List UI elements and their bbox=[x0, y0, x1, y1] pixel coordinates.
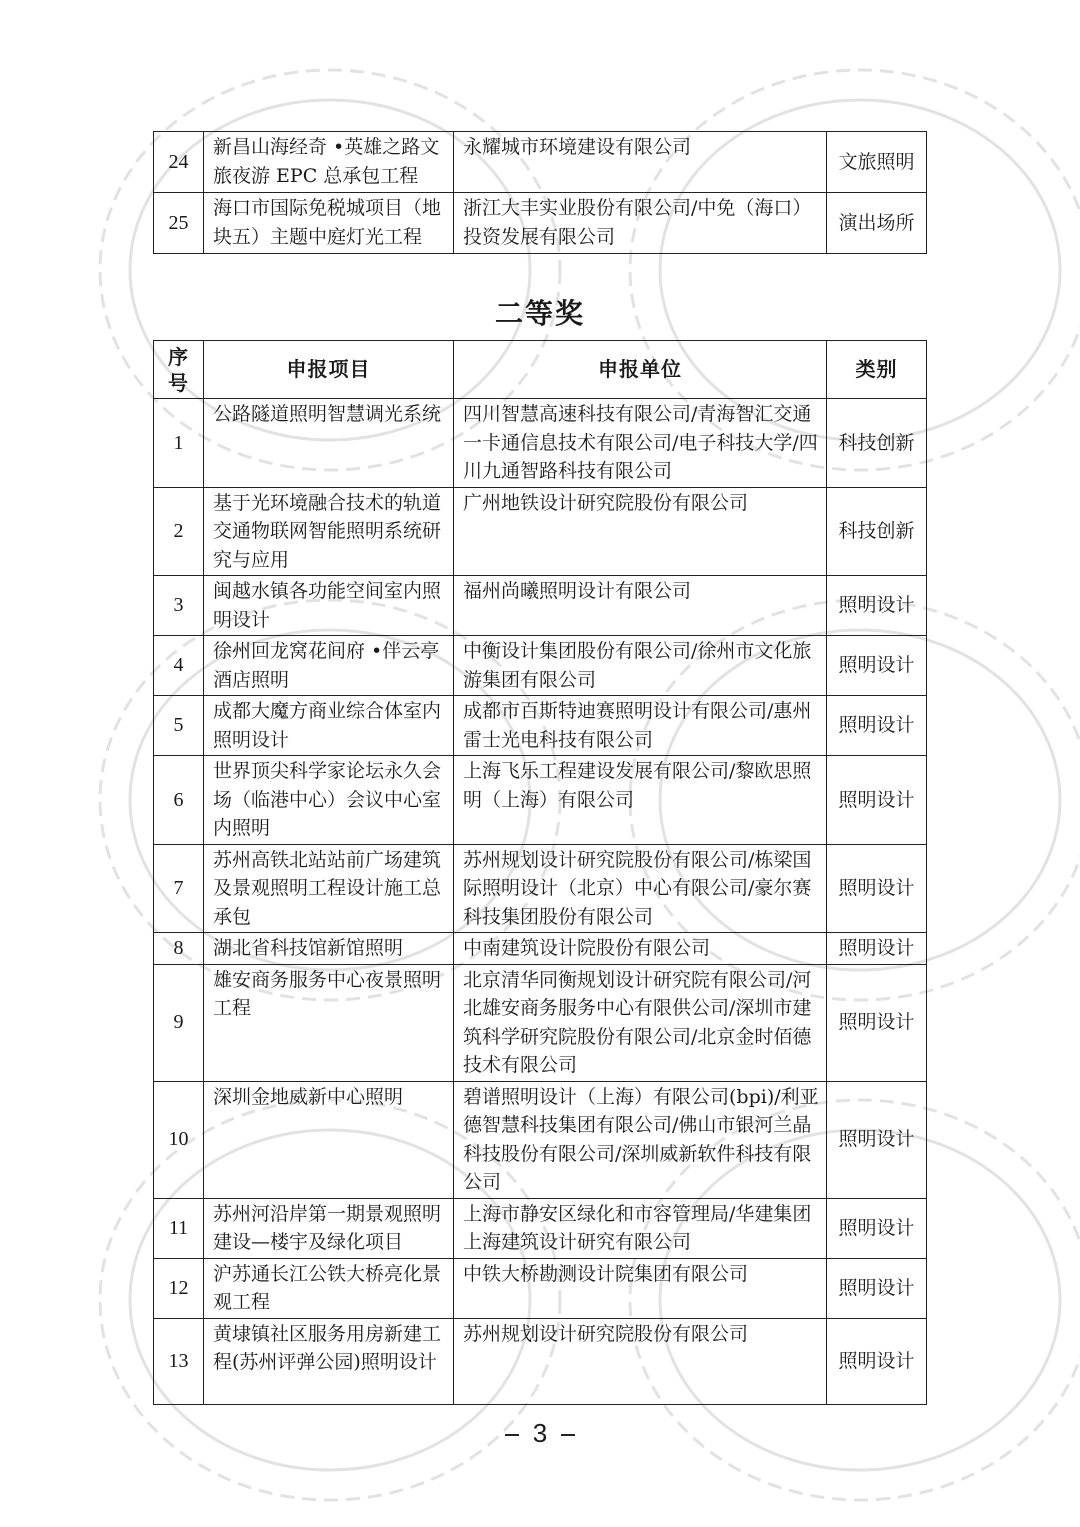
table-row bbox=[154, 933, 927, 965]
row-number: 11 bbox=[154, 1198, 204, 1258]
project-name: 沪苏通长江公铁大桥亮化景观工程 bbox=[204, 1258, 454, 1318]
category: 照明设计 bbox=[827, 1198, 927, 1258]
row-number: 8 bbox=[154, 933, 204, 965]
category: 照明设计 bbox=[827, 844, 927, 933]
row-number: 9 bbox=[154, 964, 204, 1081]
applicant-unit: 北京清华同衡规划设计研究院有限公司/河北雄安商务服务中心有限供公司/深圳市建筑科学研究院股份有限公司/北京金时佰德技术有限公司 bbox=[454, 964, 827, 1081]
page-footer bbox=[0, 1418, 1080, 1449]
continued-table-body bbox=[154, 132, 927, 254]
category: 科技创新 bbox=[827, 399, 927, 488]
project-name: 苏州高铁北站站前广场建筑及景观照明工程设计施工总承包 bbox=[204, 844, 454, 933]
row-number: 25 bbox=[154, 193, 204, 254]
project-name: 黄埭镇社区服务用房新建工程(苏州评弹公园)照明设计 bbox=[204, 1318, 454, 1404]
project-name: 公路隧道照明智慧调光系统 bbox=[204, 399, 454, 488]
table-header-row bbox=[154, 341, 927, 399]
applicant-unit: 广州地铁设计研究院股份有限公司 bbox=[454, 487, 827, 576]
row-number: 3 bbox=[154, 576, 204, 636]
header-no-label: 序 号 bbox=[168, 344, 189, 395]
header-project: 申报项目 bbox=[204, 341, 454, 399]
dash-right bbox=[561, 1434, 575, 1436]
row-number: 13 bbox=[154, 1318, 204, 1404]
row-number: 6 bbox=[154, 756, 204, 845]
row-number: 2 bbox=[154, 487, 204, 576]
project-name: 世界顶尖科学家论坛永久会场（临港中心）会议中心室内照明 bbox=[204, 756, 454, 845]
applicant-unit: 中衡设计集团股份有限公司/徐州市文化旅游集团有限公司 bbox=[454, 636, 827, 696]
row-number: 4 bbox=[154, 636, 204, 696]
category: 照明设计 bbox=[827, 756, 927, 845]
table-row bbox=[154, 1081, 927, 1198]
category: 照明设计 bbox=[827, 576, 927, 636]
applicant-unit: 福州尚曦照明设计有限公司 bbox=[454, 576, 827, 636]
table-row bbox=[154, 696, 927, 756]
category: 照明设计 bbox=[827, 636, 927, 696]
category: 演出场所 bbox=[827, 193, 927, 254]
applicant-unit: 浙江大丰实业股份有限公司/中免（海口）投资发展有限公司 bbox=[454, 193, 827, 254]
table-row bbox=[154, 576, 927, 636]
row-number: 5 bbox=[154, 696, 204, 756]
category: 照明设计 bbox=[827, 964, 927, 1081]
header-category: 类别 bbox=[827, 341, 927, 399]
header-no bbox=[154, 341, 204, 399]
applicant-unit: 中铁大桥勘测设计院集团有限公司 bbox=[454, 1258, 827, 1318]
row-number: 12 bbox=[154, 1258, 204, 1318]
project-name: 新昌山海经奇 •英雄之路文旅夜游 EPC 总承包工程 bbox=[204, 132, 454, 193]
applicant-unit: 苏州规划设计研究院股份有限公司/栋梁国际照明设计（北京）中心有限公司/豪尔赛科技集团股份有限公司 bbox=[454, 844, 827, 933]
row-number: 7 bbox=[154, 844, 204, 933]
table-row bbox=[154, 132, 927, 193]
row-number: 1 bbox=[154, 399, 204, 488]
second-prize-table-body bbox=[154, 399, 927, 1405]
row-number: 10 bbox=[154, 1081, 204, 1198]
row-number: 24 bbox=[154, 132, 204, 193]
applicant-unit: 上海市静安区绿化和市容管理局/华建集团上海建筑设计研究有限公司 bbox=[454, 1198, 827, 1258]
table-row bbox=[154, 756, 927, 845]
table-row bbox=[154, 964, 927, 1081]
category: 照明设计 bbox=[827, 696, 927, 756]
project-name: 雄安商务服务中心夜景照明工程 bbox=[204, 964, 454, 1081]
page-number: 3 bbox=[532, 1418, 548, 1448]
category: 照明设计 bbox=[827, 1081, 927, 1198]
category: 照明设计 bbox=[827, 933, 927, 965]
project-name: 海口市国际免税城项目（地块五）主题中庭灯光工程 bbox=[204, 193, 454, 254]
project-name: 基于光环境融合技术的轨道交通物联网智能照明系统研究与应用 bbox=[204, 487, 454, 576]
category: 照明设计 bbox=[827, 1258, 927, 1318]
table-row bbox=[154, 193, 927, 254]
applicant-unit: 苏州规划设计研究院股份有限公司 bbox=[454, 1318, 827, 1404]
table-row bbox=[154, 1198, 927, 1258]
section-title: 二等奖 bbox=[494, 297, 585, 330]
second-prize-table bbox=[153, 340, 927, 1405]
table-row bbox=[154, 636, 927, 696]
project-name: 徐州回龙窝花间府 •伴云亭酒店照明 bbox=[204, 636, 454, 696]
category: 科技创新 bbox=[827, 487, 927, 576]
applicant-unit: 上海飞乐工程建设发展有限公司/黎欧思照明（上海）有限公司 bbox=[454, 756, 827, 845]
table-row bbox=[154, 399, 927, 488]
applicant-unit: 碧谱照明设计（上海）有限公司(bpi)/利亚德智慧科技集团有限公司/佛山市银河兰晶科技股份有限公司/深圳威新软件科技有限公司 bbox=[454, 1081, 827, 1198]
header-unit: 申报单位 bbox=[454, 341, 827, 399]
project-name: 成都大魔方商业综合体室内照明设计 bbox=[204, 696, 454, 756]
table-row bbox=[154, 487, 927, 576]
project-name: 深圳金地威新中心照明 bbox=[204, 1081, 454, 1198]
category: 照明设计 bbox=[827, 1318, 927, 1404]
dash-left bbox=[505, 1434, 519, 1436]
applicant-unit: 中南建筑设计院股份有限公司 bbox=[454, 933, 827, 965]
project-name: 苏州河沿岸第一期景观照明建设—楼宇及绿化项目 bbox=[204, 1198, 454, 1258]
applicant-unit: 四川智慧高速科技有限公司/青海智汇交通一卡通信息技术有限公司/电子科技大学/四川九通智路科技有限公司 bbox=[454, 399, 827, 488]
table-row bbox=[154, 1318, 927, 1404]
applicant-unit: 成都市百斯特迪赛照明设计有限公司/惠州雷士光电科技有限公司 bbox=[454, 696, 827, 756]
category: 文旅照明 bbox=[827, 132, 927, 193]
table-row bbox=[154, 1258, 927, 1318]
project-name: 闽越水镇各功能空间室内照明设计 bbox=[204, 576, 454, 636]
table-row bbox=[154, 844, 927, 933]
applicant-unit: 永耀城市环境建设有限公司 bbox=[454, 132, 827, 193]
continued-awards-table bbox=[153, 131, 927, 254]
project-name: 湖北省科技馆新馆照明 bbox=[204, 933, 454, 965]
